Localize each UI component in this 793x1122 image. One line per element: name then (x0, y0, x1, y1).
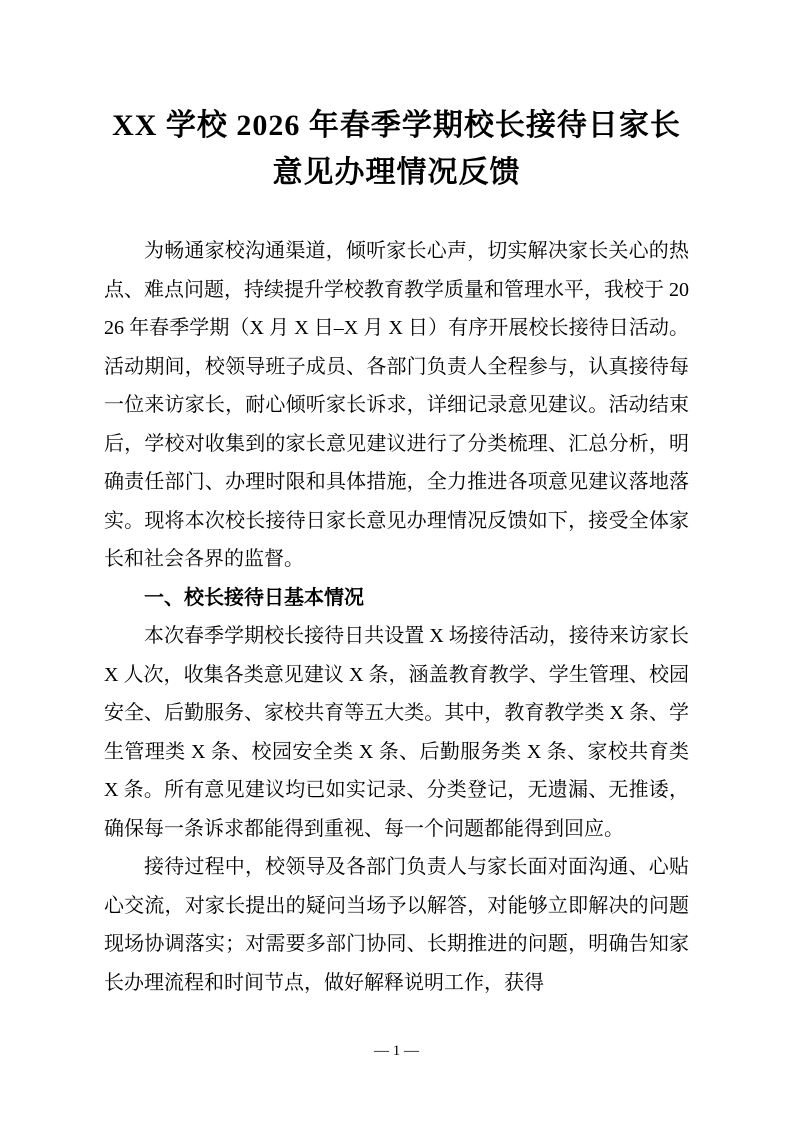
section-1-heading: 一、校长接待日基本情况 (144, 586, 364, 609)
intro-paragraph: 为畅通家校沟通渠道，倾听家长心声，切实解决家长关心的热点、难点问题，持续提升学校教育教学质量和管理水平，我校于 2026 年春季学期（X 月 X 日–X 月 X 日）有序开展校长接待日活动。活动期间，校领导班子成员、各部门负责人全程参与，认真接待每一位来访家长，耐心倾听家长诉求，详细记录意见建议。活动结束后，学校对收集到的家长意见建议进行了分类梳理、汇总分析，明确责任部门、办理时限和具体措施，全力推进各项意见建议落地落实。现将本次校长接待日家长意见办理情况反馈如下，接受全体家长和社会各界的监督。 (104, 240, 689, 570)
document-title: XX 学校 2026 年春季学期校长接待日家长意见办理情况反馈 (112, 109, 681, 189)
page-number: — 1 — (374, 1043, 419, 1059)
section-1-paragraph-2: 接待过程中，校领导及各部门负责人与家长面对面沟通、心贴心交流，对家长提出的疑问当场予以解答，对能够立即解决的问题现场协调落实；对需要多部门协同、长期推进的问题，明确告知家长办理流程和时间节点，做好解释说明工作，获得 (104, 856, 689, 994)
section-1-paragraph-1: 本次春季学期校长接待日共设置 X 场接待活动，接待来访家长 X 人次，收集各类意见建议 X 条，涵盖教育教学、学生管理、校园安全、后勤服务、家校共育等五大类。其中，教育教学类 X 条、学生管理类 X 条、校园安全类 X 条、后勤服务类 X 条、家校共育类 X 条。所有意见建议均已如实记录、分类登记，无遗漏、无推诿，确保每一条诉求都能得到重视、每一个问题都能得到回应。 (104, 625, 689, 840)
